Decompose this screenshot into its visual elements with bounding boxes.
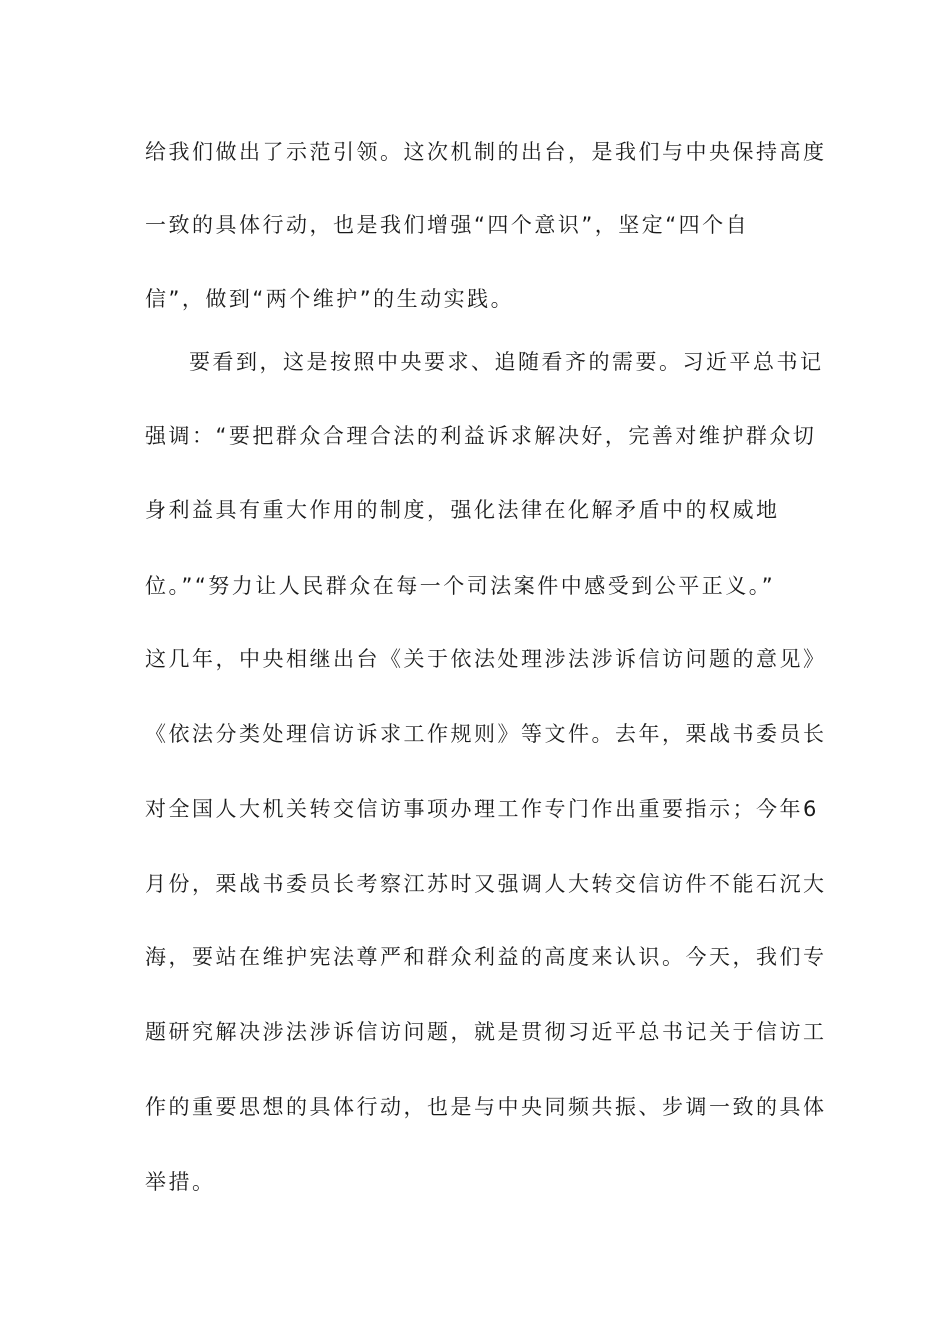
text-line: 题研究解决涉法涉诉信访问题，就是贯彻习近平总书记关于信访工 [145,1020,827,1044]
text-line: 身利益具有重大作用的制度，强化法律在化解矛盾中的权威地 [145,498,780,522]
text-line: 强调：“要把群众合理合法的利益诉求解决好，完善对维护群众切 [145,424,817,448]
text-line: 《依法分类处理信访诉求工作规则》等文件。去年，栗战书委员长 [145,722,827,746]
text-line: 海，要站在维护宪法尊严和群众利益的高度来认识。今天，我们专 [145,945,827,969]
text-line: 位。”“努力让人民群众在每一个司法案件中感受到公平正义。” [145,574,776,598]
text-line: 举措。 [145,1170,216,1194]
text-line: 月份，栗战书委员长考察江苏时又强调人大转交信访件不能石沉大 [145,872,827,896]
text-line: 这几年，中央相继出台《关于依法处理涉法涉诉信访问题的意见》 [145,647,827,671]
text-line: 信”，做到“两个维护”的生动实践。 [145,287,515,311]
text-line: 一致的具体行动，也是我们增强“四个意识”，坚定“四个自 [145,213,750,237]
paragraph-first-line: 要看到，这是按照中央要求、追随看齐的需要。习近平总书记 [189,350,824,374]
text-line: 给我们做出了示范引领。这次机制的出台，是我们与中央保持高度 [145,140,827,164]
text-line: 作的重要思想的具体行动，也是与中央同频共振、步调一致的具体 [145,1095,827,1119]
text-line: 对全国人大机关转交信访事项办理工作专门作出重要指示；今年6 [145,797,819,821]
